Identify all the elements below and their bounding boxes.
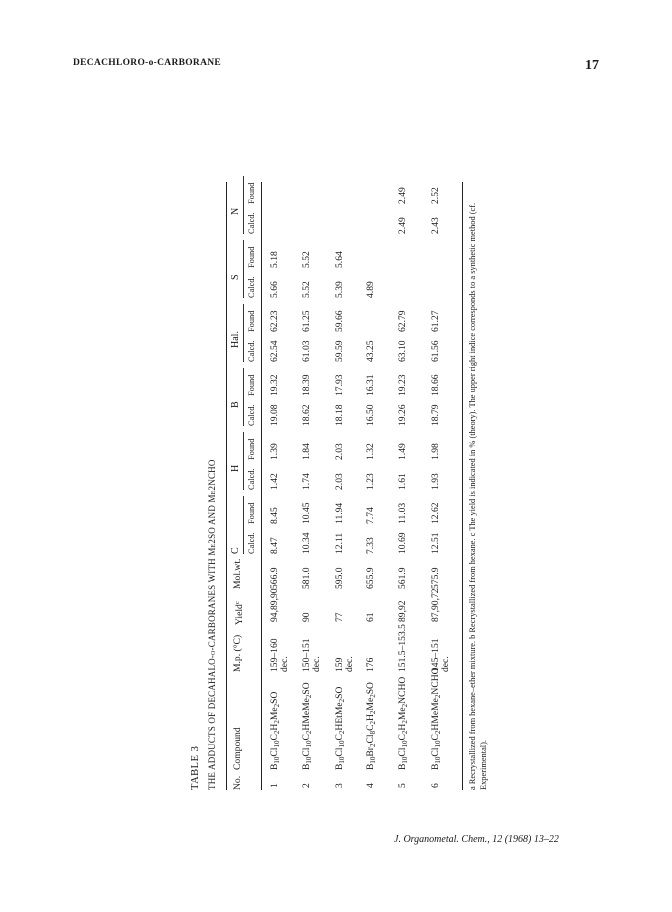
row-5-n-calcd: 2.49 — [397, 217, 408, 234]
grp-H-rule — [243, 432, 244, 490]
row-4-s-calcd: 4.89 — [365, 281, 376, 298]
row-5-mp: 151.5–153.5 — [397, 624, 408, 672]
row-3-hal-calcd: 59.59 — [334, 340, 345, 362]
row-2-b-calcd: 18.62 — [301, 404, 312, 426]
row-1-s-found: 5.18 — [269, 251, 280, 268]
row-2-hal-calcd: 61.03 — [301, 340, 312, 362]
row-1-s-calcd: 5.66 — [269, 281, 280, 298]
row-3-c-calcd: 12.11 — [334, 532, 345, 554]
subheader-hal-calcd: Calcd. — [247, 340, 256, 362]
row-3-h-found: 2.03 — [334, 443, 345, 460]
row-3-yield: 77 — [334, 612, 345, 622]
row-1-mp: 159–160 dec. — [269, 638, 290, 672]
row-6-hal-calcd: 61.56 — [430, 340, 441, 362]
subheader-hal-found: Found — [247, 310, 256, 332]
row-1-c-calcd: 8.47 — [269, 537, 280, 554]
grp-C-rule — [243, 496, 244, 554]
row-1-compound: $B_{10}Cl_{10}C_2H_2Me_2SO$ — [269, 691, 281, 770]
row-2-hal-found: 61.25 — [301, 310, 312, 332]
row-3-b-found: 17.93 — [334, 374, 345, 396]
row-5-c-found: 11.03 — [397, 502, 408, 524]
row-3-molwt: 595.0 — [334, 567, 345, 589]
row-4-no: 4 — [365, 783, 376, 788]
subheader-c-found: Found — [247, 502, 256, 524]
table-header-rule — [261, 182, 262, 790]
row-2-yield: 90 — [301, 612, 312, 622]
row-6-no: 6 — [430, 783, 441, 788]
col-yield: Yield$^c$ — [234, 601, 245, 625]
row-6-h-found: 1.98 — [430, 443, 441, 460]
row-4-b-found: 16.31 — [365, 374, 376, 396]
row-2-no: 2 — [301, 783, 312, 788]
row-1-yield: 94,89,90 — [269, 588, 280, 622]
row-6-hal-found: 61.27 — [430, 310, 441, 332]
row-5-yield: 89,92 — [397, 600, 408, 622]
row-1-no: 1 — [269, 783, 280, 788]
row-4-mp: 176 — [365, 657, 376, 672]
row-6-b-found: 18.66 — [430, 374, 441, 396]
grp-B: B — [230, 401, 241, 408]
row-5-b-calcd: 19.26 — [397, 404, 408, 426]
col-molwt: Mol.wt. — [232, 558, 243, 589]
row-4-b-calcd: 16.50 — [365, 404, 376, 426]
row-3-h-calcd: 2.03 — [334, 473, 345, 490]
col-mp: M.p. (°C) — [232, 634, 243, 672]
row-5-h-calcd: 1.61 — [397, 473, 408, 490]
page-number: 17 — [585, 58, 599, 73]
subheader-h-found: Found — [247, 438, 256, 460]
row-3-b-calcd: 18.18 — [334, 404, 345, 426]
grp-N: N — [230, 207, 241, 215]
row-4-yield: 61 — [365, 612, 376, 622]
table-bottom-rule — [462, 182, 463, 790]
table-footnotes: a Recrystallized from hexane–ether mixture. b Recrystallized from hexane. c The yield is indicated in % (theory). The upper right indice corresponds to a synthetic method (cf. Experimental). — [468, 202, 488, 790]
running-title: DECACHLORO-o-CARBORANE — [73, 58, 222, 68]
row-3-s-calcd: 5.39 — [334, 281, 345, 298]
col-no: No. — [232, 775, 243, 790]
row-4-c-found: 7.74 — [365, 507, 376, 524]
subheader-s-found: Found — [247, 246, 256, 268]
row-2-compound: $B_{10}Cl_{10}C_2HMeMe_2SO$ — [301, 682, 313, 770]
journal-citation: J. Organometal. Chem., 12 (1968) 13–22 — [394, 834, 559, 845]
grp-S: S — [230, 274, 241, 280]
row-5-c-calcd: 10.69 — [397, 532, 408, 554]
row-1-b-calcd: 19.08 — [269, 404, 280, 426]
row-5-n-found: 2.49 — [397, 187, 408, 204]
row-6-compound: $B_{10}Cl_{10}C_2HMeMe_2NCHO$ — [430, 667, 442, 770]
row-6-c-calcd: 12.51 — [430, 532, 441, 554]
row-6-n-found: 2.52 — [430, 187, 441, 204]
subheader-c-calcd: Calcd. — [247, 532, 256, 554]
row-4-c-calcd: 7.33 — [365, 537, 376, 554]
row-4-molwt: 655.9 — [365, 567, 376, 589]
row-1-c-found: 8.45 — [269, 507, 280, 524]
row-6-c-found: 12.62 — [430, 502, 441, 524]
row-1-h-found: 1.39 — [269, 443, 280, 460]
row-2-h-found: 1.84 — [301, 443, 312, 460]
row-4-hal-calcd: 43.25 — [365, 340, 376, 362]
grp-B-rule — [243, 368, 244, 426]
row-6-mp: 145–151 dec. — [430, 638, 451, 672]
row-6-n-calcd: 2.43 — [430, 217, 441, 234]
row-2-molwt: 581.0 — [301, 567, 312, 589]
row-6-b-calcd: 18.79 — [430, 404, 441, 426]
row-5-no: 5 — [397, 783, 408, 788]
row-2-c-found: 10.45 — [301, 502, 312, 524]
subheader-n-found: Found — [247, 182, 256, 204]
subheader-b-calcd: Calcd. — [247, 404, 256, 426]
row-3-mp: 159 dec. — [334, 656, 355, 672]
grp-S-rule — [243, 240, 244, 298]
row-1-hal-calcd: 62.54 — [269, 340, 280, 362]
row-1-b-found: 19.32 — [269, 374, 280, 396]
row-5-h-found: 1.49 — [397, 443, 408, 460]
row-5-hal-calcd: 63.10 — [397, 340, 408, 362]
grp-H: H — [230, 464, 241, 472]
row-4-compound: $B_{10}Br_2Cl_8C_2H_2Me_2SO$ — [365, 682, 377, 770]
row-4-h-found: 1.32 — [365, 443, 376, 460]
row-6-yield: 87,90,72 — [430, 588, 441, 622]
row-3-s-found: 5.64 — [334, 251, 345, 268]
rotated-table — [190, 170, 620, 790]
table-title: THE ADDUCTS OF DECAHALO-o-CARBORANES WITH Me2SO AND Me2NCHO — [207, 459, 217, 790]
row-3-c-found: 11.94 — [334, 502, 345, 524]
row-5-b-found: 19.23 — [397, 374, 408, 396]
row-5-hal-found: 62.79 — [397, 310, 408, 332]
row-2-h-calcd: 1.74 — [301, 473, 312, 490]
grp-Hal-rule — [243, 304, 244, 362]
row-6-molwt: 575.9 — [430, 567, 441, 589]
row-1-molwt: 566.9 — [269, 567, 280, 589]
subheader-n-calcd: Calcd. — [247, 212, 256, 234]
row-3-compound: $B_{10}Cl_{10}C_2HEtMe_2SO$ — [334, 686, 346, 770]
row-5-molwt: 561.9 — [397, 567, 408, 589]
col-compound: Compound — [232, 727, 243, 770]
row-2-s-calcd: 5.52 — [301, 281, 312, 298]
row-3-no: 3 — [334, 783, 345, 788]
row-2-s-found: 5.52 — [301, 251, 312, 268]
row-5-compound: $B_{10}Cl_{10}C_2H_2Me_2NCHO$ — [397, 676, 409, 770]
table-label: TABLE 3 — [190, 745, 201, 790]
row-1-hal-found: 62.23 — [269, 310, 280, 332]
grp-Hal: Hal. — [230, 331, 241, 348]
subheader-b-found: Found — [247, 374, 256, 396]
row-2-mp: 150–151 dec. — [301, 638, 322, 672]
row-2-b-found: 18.39 — [301, 374, 312, 396]
subheader-s-calcd: Calcd. — [247, 276, 256, 298]
row-3-hal-found: 59.66 — [334, 310, 345, 332]
grp-N-rule — [243, 176, 244, 234]
table-top-rule — [226, 182, 227, 790]
subheader-h-calcd: Calcd. — [247, 468, 256, 490]
row-2-c-calcd: 10.34 — [301, 532, 312, 554]
row-4-h-calcd: 1.23 — [365, 473, 376, 490]
row-1-h-calcd: 1.42 — [269, 473, 280, 490]
row-6-h-calcd: 1.93 — [430, 473, 441, 490]
grp-C: C — [230, 547, 241, 554]
